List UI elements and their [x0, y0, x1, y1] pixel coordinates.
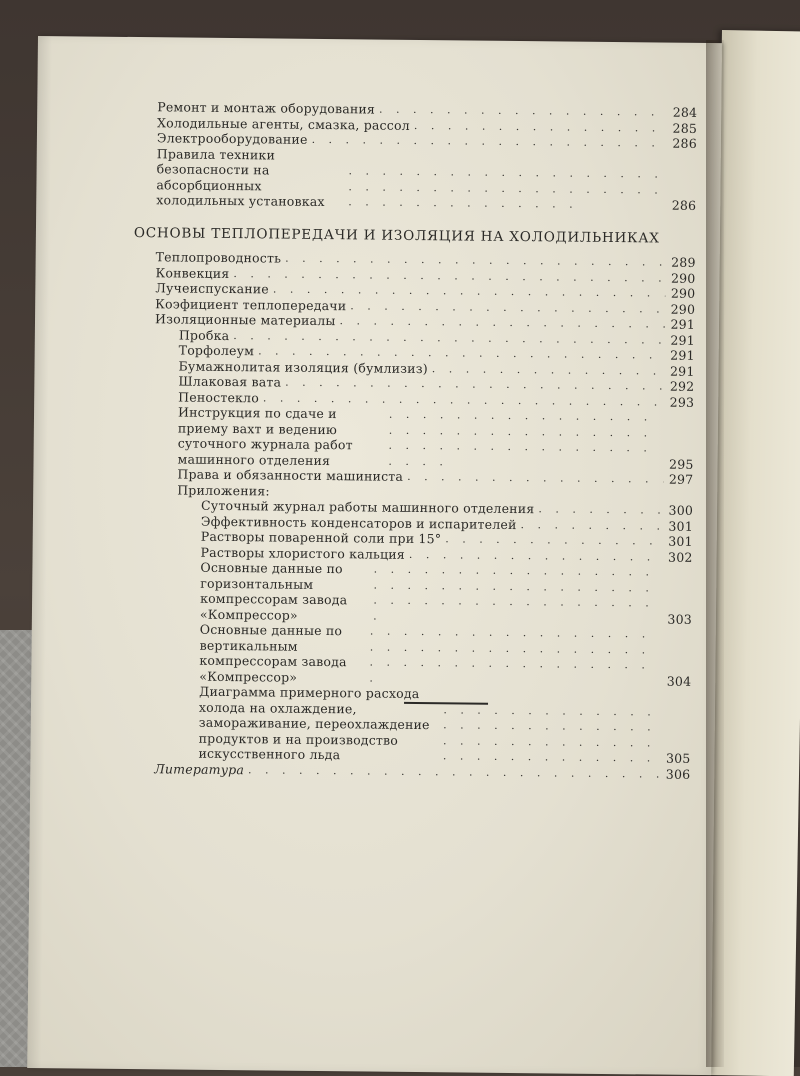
toc-leader-dots — [248, 762, 660, 782]
toc-entry-title: Права и обязанности машиниста — [177, 466, 404, 484]
toc-entry-title: Пробка — [178, 326, 230, 343]
toc-entry-title: Электрооборудование — [156, 130, 308, 147]
toc-entry-title: Коэфициент теплопередачи — [155, 295, 347, 313]
page-gutter — [706, 40, 724, 1067]
toc-page-number: 301 — [668, 518, 693, 534]
toc-entry-title: Конвекция — [155, 264, 230, 281]
toc-page-number: 303 — [667, 611, 693, 627]
toc-entry — [156, 146, 697, 214]
toc-page-number: 290 — [670, 270, 696, 286]
toc-entry-title: Растворы хлористого кальция — [200, 544, 405, 562]
toc-page-number: 290 — [670, 285, 696, 301]
toc-page-number: 302 — [668, 549, 693, 565]
section-heading: ОСНОВЫ ТЕПЛОПЕРЕДАЧИ И ИЗОЛЯЦИЯ НА ХОЛОДИЛЬНИКАХ — [133, 224, 660, 247]
toc-entry-title: Торфолеум — [178, 342, 255, 359]
table-of-contents — [133, 99, 698, 782]
toc-entry-title: Теплопроводность — [155, 249, 282, 266]
toc-entry-title: Эффективность конденсаторов и испарителей — [200, 513, 517, 532]
toc-leader-dots — [520, 517, 663, 534]
toc-leader-dots — [369, 624, 662, 689]
toc-page-number: 286 — [671, 197, 697, 213]
toc-entry-title: Литература — [154, 760, 245, 777]
toc-leader-dots — [443, 702, 661, 766]
toc-page-number: 297 — [668, 471, 694, 487]
toc-entry-title: Диаграмма примерного расхода холода на охлаждение, замораживание, переохлаждение продуктов и на производство искусственного льда — [198, 683, 430, 763]
toc-page-number: 291 — [670, 347, 695, 363]
toc-page-number: 286 — [672, 135, 697, 151]
book-page — [27, 36, 722, 1075]
toc-page-number: 300 — [668, 502, 694, 518]
toc-entry-title: Приложения: — [177, 481, 270, 498]
toc-page-number: 293 — [669, 394, 695, 410]
toc-top-list — [156, 99, 697, 213]
toc-entry-title: Основные данные по горизонтальным компрессорам завода «Компрессор» — [199, 559, 348, 623]
toc-page-number: 295 — [669, 456, 694, 472]
toc-leader-dots — [373, 562, 662, 627]
toc-entry-title: Изоляционные материалы — [154, 311, 336, 329]
toc-page-number: 301 — [668, 533, 693, 549]
toc-page-number: 284 — [672, 104, 698, 120]
toc-entry — [150, 683, 691, 766]
toc-leader-dots — [407, 469, 663, 487]
toc-page-number: 305 — [665, 750, 691, 766]
toc-page-number: 291 — [670, 332, 695, 348]
toc-entry-title: Суточный журнал работы машинного отделения — [201, 497, 535, 517]
toc-entry-title: Основные данные по вертикальным компрессорам завода «Компрессор» — [199, 621, 347, 685]
toc-page-number: 292 — [669, 378, 695, 394]
toc-entry-title: Пеностекло — [178, 388, 260, 405]
toc-entry — [151, 621, 692, 689]
toc-page-number: 291 — [670, 316, 696, 332]
toc-page-number: 289 — [671, 254, 696, 270]
toc-entry-title: Шлаковая вата — [178, 373, 282, 390]
toc-leader-dots — [348, 163, 666, 213]
toc-entry-title: Правила техники безопасности на абсорбционных холодильных установках — [156, 145, 325, 210]
toc-leader-dots — [538, 501, 663, 518]
toc-page-number: 285 — [672, 120, 698, 136]
toc-entry — [154, 404, 695, 472]
toc-entry-title: Холодильные агенты, смазка, рассол — [157, 114, 410, 133]
toc-entry-title: Ремонт и монтаж оборудования — [157, 99, 376, 117]
toc-entry-title: Лучеиспускание — [155, 280, 270, 297]
toc-page-number: 304 — [666, 673, 692, 689]
toc-leader-dots — [388, 407, 664, 472]
toc-entry-title: Инструкция по сдаче и приему вахт и ведению суточного журнала работ машинного отделения — [177, 404, 353, 468]
toc-entry — [152, 559, 693, 627]
toc-page-number: 290 — [670, 301, 696, 317]
toc-page-number: 306 — [665, 766, 691, 782]
toc-entry-title: Растворы поваренной соли при 15° — [200, 528, 442, 547]
toc-page-number: 291 — [669, 363, 695, 379]
toc-entry-title: Бумажнолитая изоляция (бумлизиз) — [178, 357, 428, 376]
